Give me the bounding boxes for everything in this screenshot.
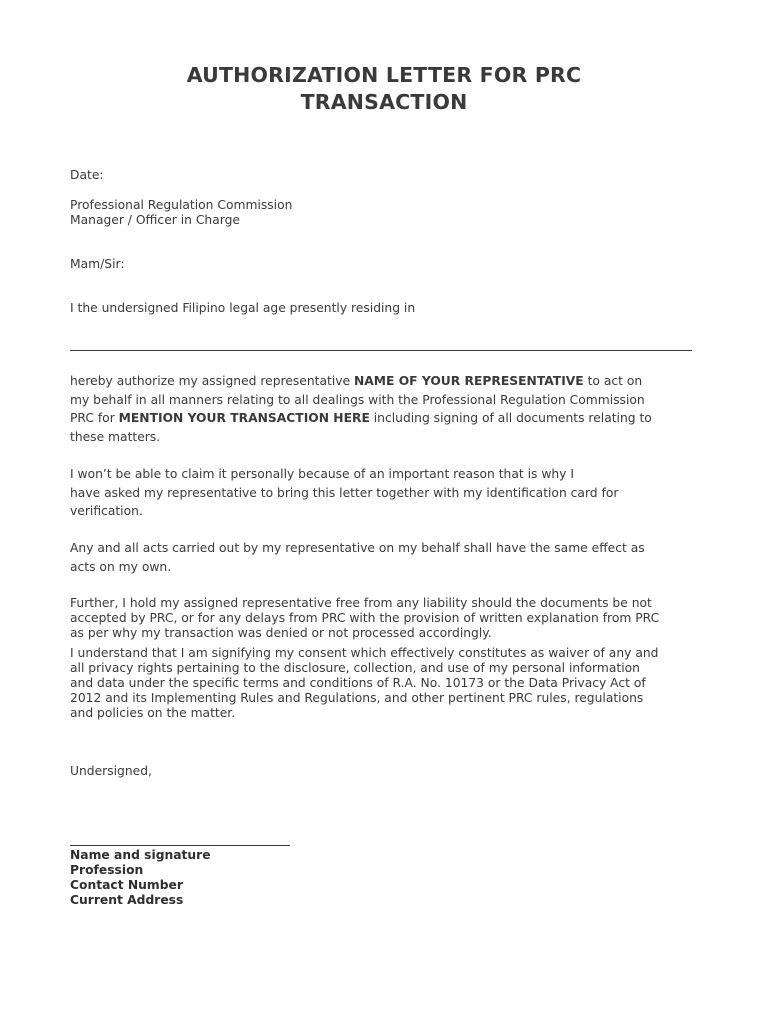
- closing-text: Undersigned,: [70, 764, 152, 778]
- privacy-paragraph: [70, 646, 710, 721]
- privacy-line-4: 2012 and its Implementing Rules and Regulations, and other pertinent PRC rules, regulations: [70, 691, 644, 705]
- authorization-text: hereby authorize my assigned representative: [70, 374, 354, 388]
- privacy-line-1: I understand that I am signifying my consent which effectively constitutes as waiver of any and: [70, 646, 659, 660]
- authorization-line-3: [70, 409, 710, 428]
- authorization-text: including signing of all documents relating to: [369, 411, 652, 425]
- liability-line-2: accepted by PRC, or for any delays from PRC with the provision of written explanation from PRC: [70, 611, 660, 625]
- acts-line-1: Any and all acts carried out by my representative on my behalf shall have the same effect as: [70, 541, 645, 555]
- authorization-line-2: my behalf in all manners relating to all dealings with the Professional Regulation Commission: [70, 392, 645, 407]
- liability-paragraph: [70, 596, 710, 641]
- reason-paragraph: [70, 465, 710, 521]
- authorization-paragraph: [70, 372, 710, 446]
- signature-contact-label: Contact Number: [70, 878, 183, 892]
- signature-profession-label: Profession: [70, 863, 144, 877]
- letter-title: [0, 62, 768, 116]
- recipient-line-2: Manager / Officer in Charge: [70, 213, 240, 227]
- title-line-1: AUTHORIZATION LETTER FOR PRC: [186, 63, 582, 87]
- address-blank-line: [70, 350, 692, 351]
- authorization-text: PRC for: [70, 411, 119, 425]
- title-line-2: TRANSACTION: [300, 90, 468, 114]
- authorization-line-4: these matters.: [70, 429, 161, 444]
- reason-line-3: verification.: [70, 504, 143, 518]
- liability-line-1: Further, I hold my assigned representative free from any liability should the documents be not: [70, 596, 652, 610]
- salutation: Mam/Sir:: [70, 257, 125, 271]
- acts-line-2: acts on my own.: [70, 559, 172, 574]
- representative-placeholder: NAME OF YOUR REPRESENTATIVE: [354, 374, 584, 388]
- privacy-line-3: and data under the specific terms and conditions of R.A. No. 10173 or the Data Privacy Act of: [70, 676, 646, 690]
- transaction-placeholder: MENTION YOUR TRANSACTION HERE: [118, 411, 370, 425]
- recipient-line-1: Professional Regulation Commission: [70, 198, 293, 212]
- intro-text: I the undersigned Filipino legal age presently residing in: [70, 301, 416, 315]
- authorization-text: to act on: [583, 374, 643, 388]
- liability-line-3: as per why my transaction was denied or not processed accordingly.: [70, 626, 492, 640]
- signature-block: [70, 848, 211, 908]
- recipient-block: [70, 198, 710, 228]
- privacy-line-5: and policies on the matter.: [70, 706, 236, 720]
- signature-name-label: Name and signature: [70, 848, 211, 862]
- signature-address-label: Current Address: [70, 893, 184, 907]
- acts-paragraph: [70, 539, 710, 576]
- signature-line: [70, 845, 290, 846]
- date-label: Date:: [70, 168, 104, 182]
- reason-line-2: have asked my representative to bring this letter together with my identification card for: [70, 485, 619, 500]
- reason-line-1: I won’t be able to claim it personally because of an important reason that is why I: [70, 467, 574, 481]
- authorization-line-1: [70, 372, 710, 391]
- privacy-line-2: all privacy rights pertaining to the disclosure, collection, and use of my personal information: [70, 661, 640, 675]
